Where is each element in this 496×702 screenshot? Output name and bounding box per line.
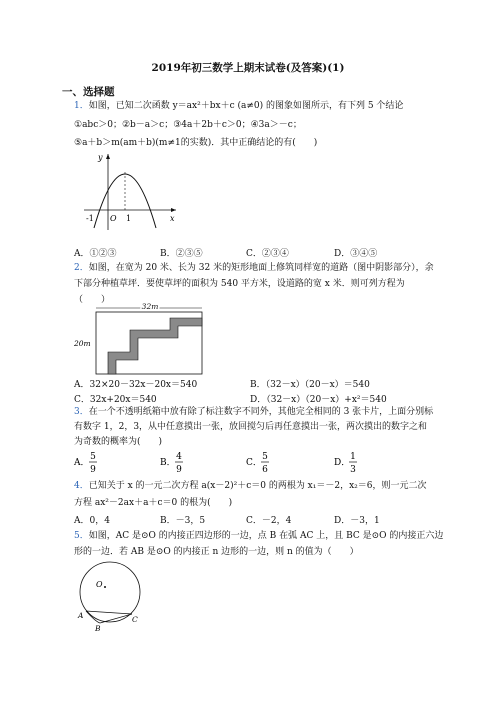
section-heading: 一、选择题 — [62, 86, 115, 98]
q2-option-d[interactable]: D．（32－x）（20－x）+x²＝540 — [250, 395, 387, 405]
q5-line1 — [74, 530, 443, 542]
q3-line3: 为奇数的概率为( ) — [74, 437, 163, 447]
svg-text:A．: A． — [74, 458, 90, 468]
q1-y-label: y — [98, 153, 103, 162]
page-title: 2019年初三数学上期末试卷(及答案)(1) — [151, 62, 345, 74]
q5-circle-figure — [72, 560, 152, 632]
q1-number: 1． — [74, 101, 89, 111]
q2-option-a[interactable]: A．32×20－32x－20x＝540 — [74, 380, 198, 390]
svg-text:D．: D． — [334, 458, 351, 468]
svg-text:B．: B． — [160, 458, 176, 468]
q2-option-c[interactable]: C．32x+20x＝540 — [74, 395, 157, 405]
q1-option-a[interactable]: A．①②③ — [74, 249, 117, 259]
q2-option-b[interactable]: B．（32－x）（20－x）＝540 — [250, 380, 370, 390]
q3-option-c[interactable] — [246, 452, 269, 475]
q4-option-d[interactable]: D．－3，1 — [334, 516, 380, 526]
svg-text:9: 9 — [90, 465, 96, 475]
q5-center-dot — [104, 586, 106, 588]
q3-line2: 有数字 1，2，3，从中任意摸出一张，放回搅匀后再任意摸出一张，两次摸出的数字之和 — [74, 422, 428, 432]
svg-text:C．: C． — [246, 458, 262, 468]
q3-option-d[interactable] — [334, 452, 357, 475]
q1-origin-label: O — [110, 214, 117, 223]
svg-text:3: 3 — [350, 465, 356, 475]
q2-road-figure — [72, 302, 212, 378]
q1-y-arrow-icon — [106, 154, 110, 159]
q2-line1 — [74, 262, 434, 274]
q1-line1 — [74, 100, 403, 112]
q4-option-a[interactable]: A．0，4 — [74, 516, 110, 526]
q1-x-arrow-icon — [171, 208, 176, 212]
q1-text1: 如图，已知二次函数 y＝ax²＋bx＋c (a≠0) 的图象如图所示，有下列 5 个结论 — [88, 101, 404, 111]
q5-number: 5． — [74, 531, 89, 541]
svg-text:9: 9 — [176, 465, 182, 475]
q2-number: 2． — [74, 263, 89, 273]
q3-options — [72, 448, 372, 478]
q3-number: 3． — [74, 407, 89, 417]
q1-line3: ⑤a＋b＞m(am＋b)(m≠1的实数)．其中正确结论的有( ) — [74, 138, 318, 148]
svg-text:6: 6 — [262, 465, 268, 475]
q2-line3: （ ） — [74, 295, 111, 305]
q2-line2: 下部分种植草坪．要使草坪的面积为 540 平方米，设道路的宽 x 米．则可列方程为 — [74, 279, 405, 289]
q2-width-label: 20m — [74, 339, 91, 348]
q4-option-b[interactable]: B．－3，5 — [160, 516, 206, 526]
q4-number: 4． — [74, 481, 89, 491]
svg-text:5: 5 — [90, 452, 96, 462]
svg-text:4: 4 — [176, 452, 182, 462]
svg-text:5: 5 — [262, 452, 268, 462]
q1-tick-1: 1 — [126, 214, 132, 223]
q1-tick-neg1: -1 — [86, 214, 94, 223]
q1-parabola-figure — [80, 150, 180, 232]
q2-text1: 如图，在宽为 20 米、长为 32 米的矩形地面上修筑同样宽的道路（图中阴影部分），余 — [88, 263, 434, 273]
q5-label-c: C — [132, 615, 138, 624]
q4-option-c[interactable]: C．－2，4 — [246, 516, 292, 526]
q1-option-d[interactable]: D．③④⑤ — [334, 249, 378, 259]
q4-line1 — [74, 480, 427, 492]
q5-circle — [80, 562, 140, 622]
q1-option-b[interactable]: B．②③⑤ — [160, 249, 203, 259]
q5-label-a: A — [78, 611, 84, 620]
q1-x-label: x — [170, 214, 175, 223]
q5-label-o: O — [96, 580, 103, 589]
q3-option-b[interactable] — [160, 452, 183, 475]
svg-text:1: 1 — [350, 452, 356, 462]
q4-line2: 方程 ax²－2ax＋a＋c＝0 的根为( ) — [74, 498, 233, 508]
q5-text1: 如图，AC 是⊙O 的内接正四边形的一边，点 B 在弧 AC 上，且 BC 是⊙O 的内接正六边 — [88, 531, 444, 541]
q3-option-a[interactable] — [73, 452, 97, 475]
q1-option-c[interactable]: C．②③④ — [246, 249, 289, 259]
q2-length-label: 32m — [141, 302, 159, 311]
q5-line2: 形的一边．若 AB 是⊙O 的内接正 n 边形的一边，则 n 的值为（ ） — [74, 547, 359, 557]
q5-label-b: B — [95, 624, 101, 632]
q5-chord-ac — [86, 611, 132, 614]
q3-line1 — [74, 406, 433, 418]
q4-text1: 已知关于 x 的一元二次方程 a(x－2)²＋c＝0 的两根为 x₁＝－2，x₂＝6，则一元二次 — [88, 481, 427, 491]
q3-text1: 在一个不透明纸箱中放有除了标注数字不同外，其他完全相同的 3 张卡片，上面分别标 — [88, 407, 434, 417]
q1-line2: ①abc＞0；②b－a＞c；③4a＋2b＋c＞0；④3a＞－c； — [74, 120, 302, 130]
